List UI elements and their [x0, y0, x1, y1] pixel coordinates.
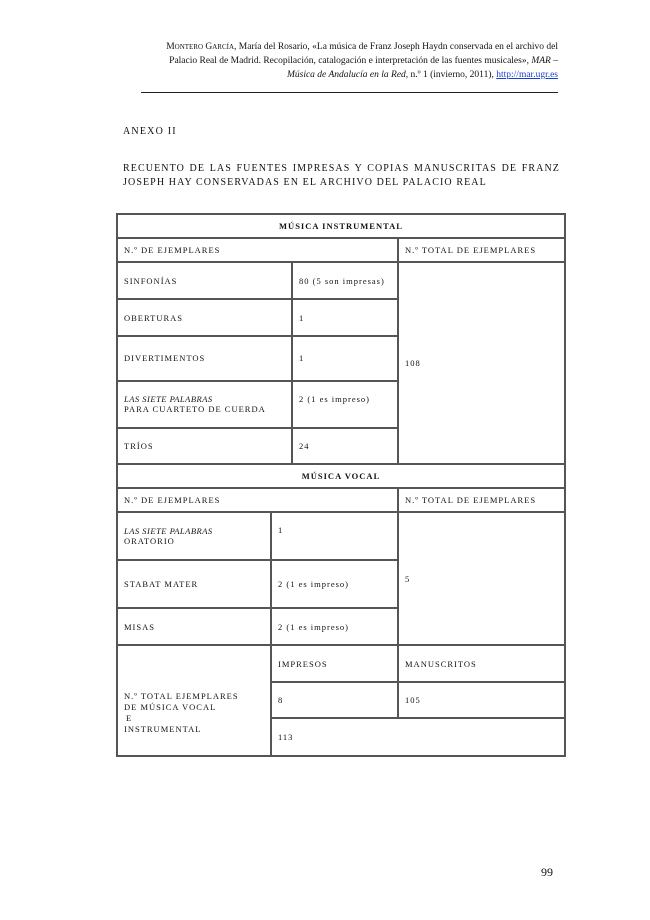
instrumental-row-value: 24 [292, 428, 398, 464]
header-divider [141, 92, 558, 93]
summary-label [117, 645, 271, 756]
summary-label-line: INSTRUMENTAL [124, 723, 202, 734]
vocal-row-value: 2 (1 es impreso) [271, 608, 398, 645]
summary-label-line: DE MÚSICA VOCAL [124, 701, 217, 712]
citation-journal: MAR – Música de Andalucía en la Red [286, 56, 558, 80]
citation-issue: , n.º 1 (invierno, 2011), [405, 70, 497, 80]
vocal-row-label [117, 512, 271, 560]
vocal-row-value: 2 (1 es impreso) [271, 560, 398, 608]
citation-text: , María del Rosario, «La música de Franz Joseph Haydn conservada en el archivo del Palacio Real de Madrid. Recopilación, catalogación e interpretación de las fuentes musicales», [169, 42, 558, 66]
recuento-title: RECUENTO DE LAS FUENTES IMPRESAS Y COPIAS MANUSCRITAS DE FRANZ JOSEPH HAY CONSERVADAS EN EL ARCHIVO DEL PALACIO REAL [123, 163, 560, 188]
anexo-title: ANEXO II [123, 126, 177, 137]
citation-author: Montero García [166, 42, 235, 52]
instrumental-section-title: MÚSICA INSTRUMENTAL [117, 214, 565, 238]
instrumental-row-label: DIVERTIMENTOS [117, 336, 292, 380]
vocal-row-value: 1 [271, 512, 398, 560]
summary-col-impresos: IMPRESOS [271, 645, 398, 681]
instrumental-row-label: OBERTURAS [117, 299, 292, 336]
vocal-col-total: N.º TOTAL DE EJEMPLARES [398, 488, 565, 512]
instrumental-total: 108 [398, 262, 565, 464]
instrumental-row-value: 1 [292, 336, 398, 380]
citation-link[interactable]: http://mar.ugr.es [496, 70, 558, 80]
vocal-row-label: MISAS [117, 608, 271, 645]
vocal-row-label: STABAT MATER [117, 560, 271, 608]
instrumental-col-total: N.º TOTAL DE EJEMPLARES [398, 238, 565, 262]
instrumental-row-value: 80 (5 son impresas) [292, 262, 398, 299]
vocal-row-label-sub: ORATORIO [124, 536, 175, 547]
vocal-col-ejemplares: N.º DE EJEMPLARES [117, 488, 398, 512]
instrumental-row-value: 1 [292, 299, 398, 336]
vocal-row-label-italic: LAS SIETE PALABRAS [124, 526, 213, 537]
instrumental-row-label-italic: LAS SIETE PALABRAS [124, 394, 213, 405]
summary-col-manuscritos: MANUSCRITOS [398, 645, 565, 681]
sources-table [116, 213, 566, 757]
summary-label-line: E [126, 712, 133, 723]
instrumental-col-ejemplares: N.º DE EJEMPLARES [117, 238, 398, 262]
instrumental-row-label: SINFONÍAS [117, 262, 292, 299]
vocal-total: 5 [398, 512, 565, 645]
summary-total: 113 [271, 718, 565, 756]
vocal-section-title: MÚSICA VOCAL [117, 464, 565, 488]
instrumental-row-label [117, 381, 292, 428]
summary-manuscritos: 105 [398, 682, 565, 718]
summary-label-line: N.º TOTAL EJEMPLARES [124, 690, 239, 701]
page-number: 99 [541, 865, 553, 879]
instrumental-row-value: 2 (1 es impreso) [292, 381, 398, 428]
instrumental-row-label-sub: PARA CUARTETO DE CUERDA [124, 404, 266, 415]
instrumental-row-label: TRÍOS [117, 428, 292, 464]
citation-header [140, 40, 558, 82]
summary-impresos: 8 [271, 682, 398, 718]
